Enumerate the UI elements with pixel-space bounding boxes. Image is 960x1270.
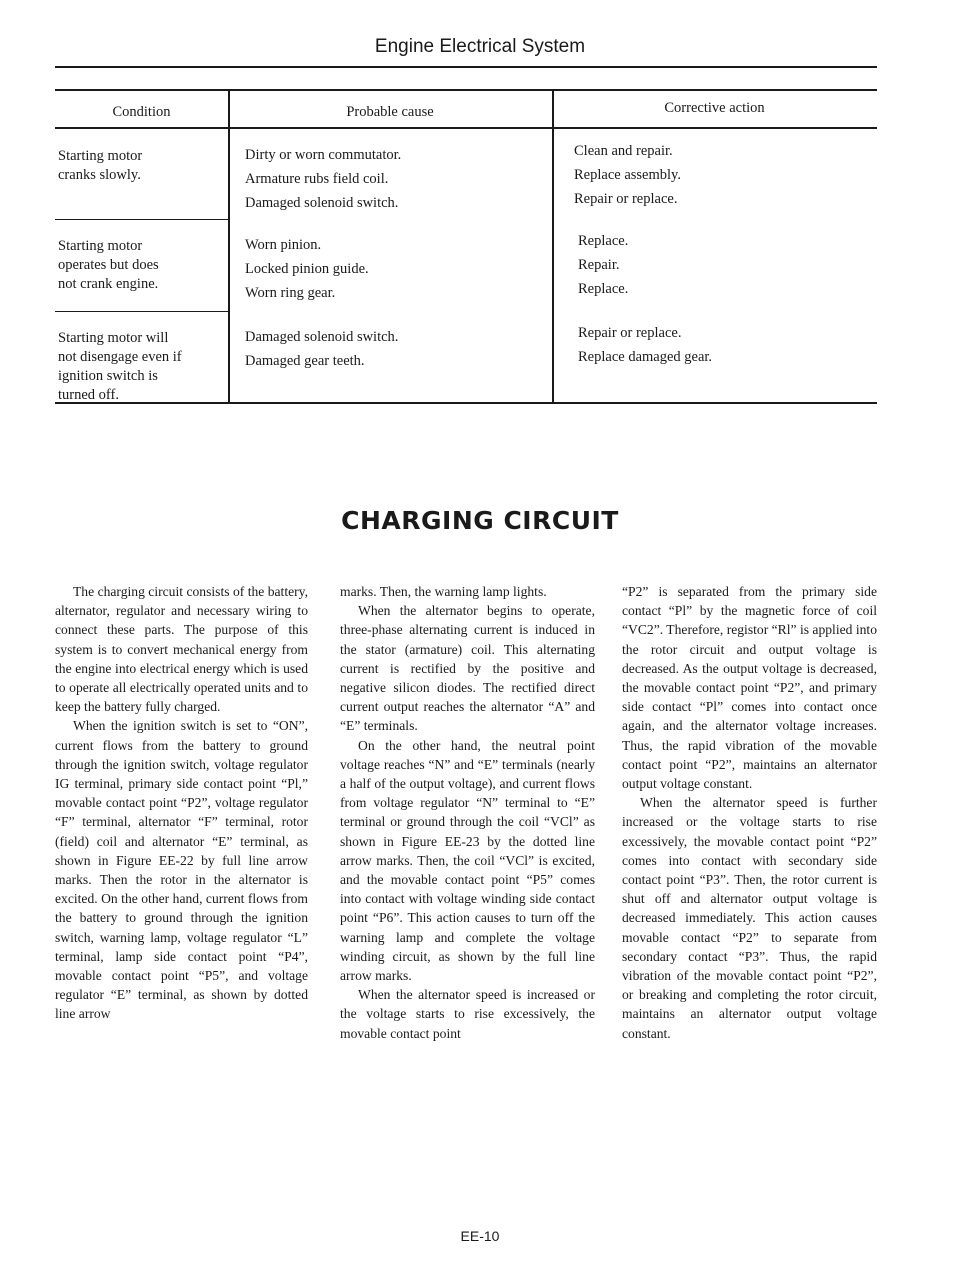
table-row-3-condition: Starting motor will not disengage even if ignition switch is turned off. — [58, 330, 182, 403]
table-row-1-causes — [245, 146, 401, 218]
table-row-3-actions — [578, 324, 712, 372]
cause-item: Damaged solenoid switch. — [245, 195, 399, 211]
action-item: Repair or replace. — [578, 325, 682, 341]
cause-item: Locked pinion guide. — [245, 261, 369, 277]
body-column-1 — [55, 582, 308, 1024]
paragraph: When the alternator speed is further increased or the voltage starts to rise excessively, the movable contact point “P2” comes into contact with secondary side contact point “P3”. Then, the rotor current is shut off and alternator output voltage is decreased immediately. This action causes movable contact “P2” to separate from secondary contact “P3”. Thus, the rapid vibration of the movable contact point “P2”, or breaking and completing the rotor circuit, maintains an alternator output voltage constant. — [622, 795, 877, 1041]
paragraph: On the other hand, the neutral point voltage reaches “N” and “E” terminals (nearly a half of the output voltage), and current flows from voltage regulator “N” terminal to “E” terminal or ground through the coil “VCl” as shown in Figure EE-23 by the dotted line arrow marks. Then, the coil “VCl” is excited, and the movable contact point “P5” comes into contact with voltage winding side contact point “P6”. This action causes to turn off the warning lamp and complete the voltage winding circuit, as shown by the full line arrow marks. — [340, 737, 595, 984]
paragraph: When the ignition switch is set to “ON”, current flows from the battery to ground through the ignition switch, voltage regulator IG terminal, primary side contact point “Pl,” movable contact point “P2”, voltage regulator “F” terminal, alternator “F” terminal, rotor (field) coil and alternator “E” terminal, as shown in Figure EE-22 by full line arrow marks. Then the rotor in the alternator is excited. On the other hand, current flows from the battery to ground through the ignition switch, warning lamp, voltage regulator “L” terminal, lamp side contact point “P4”, movable contact point “P5”, and voltage regulator “E” terminal, as shown by dotted line arrow — [55, 718, 308, 1022]
table-row-2-condition: Starting motor operates but does not crank engine. — [58, 238, 159, 292]
cause-item: Armature rubs field coil. — [245, 171, 389, 187]
action-item: Replace assembly. — [574, 167, 681, 183]
paragraph: marks. Then, the warning lamp lights. — [340, 584, 547, 599]
paragraph: When the alternator begins to operate, three-phase alternating current is induced in the stator (armature) coil. This alternating current is rectified by the positive and negative silicon diodes. The rectified direct current output reaches the alternator “A” and “E” terminals. — [340, 603, 595, 734]
table-row-divider-1 — [55, 219, 228, 220]
header-rule — [55, 66, 877, 68]
cause-item: Worn ring gear. — [245, 285, 336, 301]
column-header-probable-cause: Probable cause — [346, 104, 434, 120]
table-column-divider-1 — [228, 89, 230, 403]
page-number: EE-10 — [460, 1228, 500, 1244]
table-header-rule — [55, 127, 877, 129]
action-item: Repair. — [578, 257, 620, 273]
action-item: Replace. — [578, 281, 629, 297]
table-column-divider-2 — [552, 89, 554, 403]
page-header-title: Engine Electrical System — [374, 36, 586, 57]
body-column-3 — [622, 582, 877, 1043]
column-header-corrective-action: Corrective action — [664, 100, 765, 116]
column-header-condition: Condition — [112, 104, 171, 120]
paragraph: “P2” is separated from the primary side contact “Pl” by the magnetic force of coil “VC2”. Therefore, registor “Rl” is applied into the rotor circuit and output voltage is decreased. As the output voltage is decreased, the movable contact point “P2”, and primary side contact “Pl” comes into contact once again, and the alternator voltage increases. Thus, the rapid vibration of the movable contact point “P2”, maintains an alternator output voltage constant. — [622, 584, 877, 792]
table-row-1-actions — [574, 142, 681, 214]
action-item: Replace damaged gear. — [578, 349, 713, 365]
table-row-divider-2 — [55, 311, 228, 312]
table-row-2-actions — [578, 232, 628, 304]
paragraph: When the alternator speed is increased or the voltage starts to rise excessively, the movable contact point — [340, 987, 595, 1041]
table-row-1-condition: Starting motor cranks slowly. — [58, 148, 143, 183]
cause-item: Worn pinion. — [245, 237, 322, 253]
action-item: Clean and repair. — [574, 143, 673, 159]
table-row-3-causes — [245, 328, 398, 376]
table-top-rule — [55, 89, 877, 91]
section-title: CHARGING CIRCUIT — [341, 506, 619, 535]
cause-item: Damaged solenoid switch. — [245, 329, 399, 345]
action-item: Replace. — [578, 233, 629, 249]
action-item: Repair or replace. — [574, 191, 678, 207]
cause-item: Dirty or worn commutator. — [245, 147, 402, 163]
body-column-2 — [340, 582, 595, 1043]
paragraph: The charging circuit consists of the battery, alternator, regulator and necessary wiring to connect these parts. The purpose of this system is to convert mechanical energy from the engine into electrical energy which is used to operate all electrically operated units and to keep the battery fully charged. — [55, 584, 308, 715]
cause-item: Damaged gear teeth. — [245, 353, 365, 369]
table-row-2-causes — [245, 236, 369, 308]
